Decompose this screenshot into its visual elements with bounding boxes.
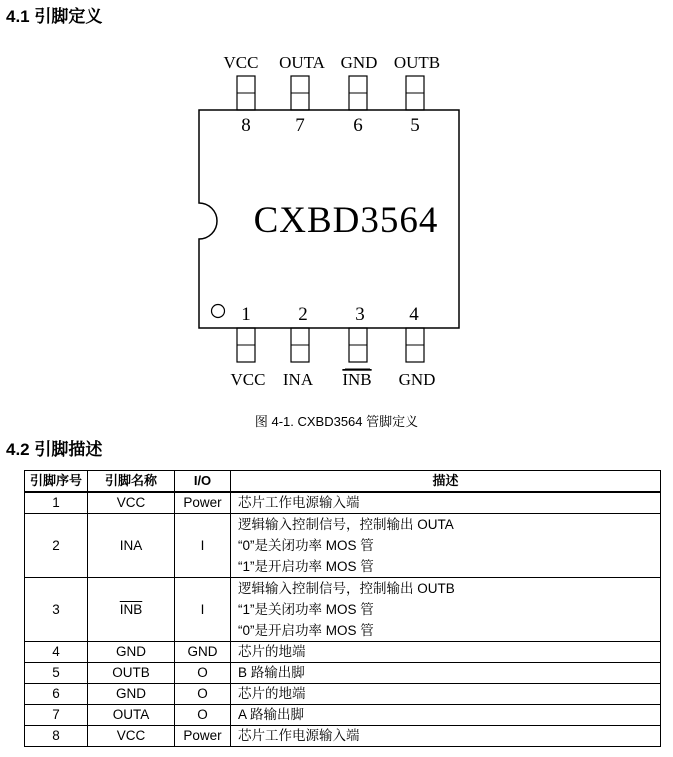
pin-number: 8 (25, 726, 88, 747)
table-row (25, 492, 661, 514)
pin-number: 1 (241, 304, 251, 325)
chip-name: CXBD3564 (253, 200, 439, 241)
pin-number: 4 (25, 642, 88, 663)
table-row (25, 726, 661, 747)
desc-line: “1”是开启功率 MOS 管 (238, 559, 374, 574)
section-heading-pin-description (6, 435, 102, 460)
pin-label: GND (340, 53, 378, 72)
table-row (25, 514, 661, 578)
pin-name: GND (88, 642, 175, 663)
pin-number: 5 (410, 115, 420, 136)
pin-name (88, 578, 175, 642)
table-row (25, 705, 661, 726)
pin-number: 3 (25, 578, 88, 642)
table-row (25, 578, 661, 642)
pin-name: VCC (88, 726, 175, 747)
pin-number: 2 (25, 514, 88, 578)
pin-label: OUTB (393, 53, 441, 72)
desc-line: “0”是关闭功率 MOS 管 (238, 538, 374, 553)
pin-number: 1 (25, 492, 88, 514)
pin-label: INA (282, 370, 314, 389)
pin-io: O (175, 705, 231, 726)
pin-io: GND (175, 642, 231, 663)
pin-name: INA (88, 514, 175, 578)
pin-desc: 芯片工作电源输入端 (231, 492, 661, 514)
pin-number: 7 (25, 705, 88, 726)
table-row (25, 663, 661, 684)
pin-desc (231, 578, 661, 642)
figure-caption: 图 4-1. CXBD3564 管脚定义 (254, 414, 419, 429)
section-number: 4.1 (6, 7, 30, 26)
pin-io: I (175, 578, 231, 642)
pin-number: 2 (298, 304, 308, 325)
pin-io: O (175, 684, 231, 705)
pin-desc: 芯片工作电源输入端 (231, 726, 661, 747)
pin-io: Power (175, 726, 231, 747)
section-number: 4.2 (6, 440, 30, 459)
pin-number: 5 (25, 663, 88, 684)
col-header-description: 描述 (231, 471, 661, 493)
table-row (25, 642, 661, 663)
pin-label: VCC (223, 53, 259, 72)
pin-number: 3 (355, 304, 365, 325)
desc-line: “0”是开启功率 MOS 管 (238, 623, 374, 638)
section-title: 引脚描述 (34, 440, 103, 459)
pin-number: 8 (241, 115, 251, 136)
desc-line: “1”是关闭功率 MOS 管 (238, 602, 374, 617)
pin-name: VCC (88, 492, 175, 514)
table-row (25, 684, 661, 705)
pin-desc: 芯片的地端 (231, 642, 661, 663)
pin-desc: A 路输出脚 (231, 705, 661, 726)
pin-desc: B 路输出脚 (231, 663, 661, 684)
pin-number: 4 (409, 304, 419, 325)
pin-desc (231, 514, 661, 578)
pin-number: 7 (295, 115, 305, 136)
desc-line: 逻辑输入控制信号，控制输出 OUTA (238, 517, 454, 532)
pin-name: GND (88, 684, 175, 705)
pin-io: O (175, 663, 231, 684)
table-header-row (25, 471, 661, 493)
pin-name: OUTA (88, 705, 175, 726)
pin-number: 6 (25, 684, 88, 705)
pin-label: GND (398, 370, 436, 389)
pin-label: INB (342, 370, 372, 389)
col-header-io: I/O (175, 471, 231, 493)
desc-line: 逻辑输入控制信号，控制输出 OUTB (238, 581, 455, 596)
section-title: 引脚定义 (34, 7, 103, 26)
pin-name: OUTB (88, 663, 175, 684)
pin-label: OUTA (279, 53, 325, 72)
pin-label: VCC (230, 370, 266, 389)
pin-description-table (24, 470, 661, 747)
pin-io: Power (175, 492, 231, 514)
pin-desc: 芯片的地端 (231, 684, 661, 705)
col-header-pin-name: 引脚名称 (88, 471, 175, 493)
pin-name-overlined: $\overline{INB}$ (119, 601, 143, 617)
col-header-pin-number: 引脚序号 (25, 471, 88, 493)
pin-io: I (175, 514, 231, 578)
pin-number: 6 (353, 115, 363, 136)
